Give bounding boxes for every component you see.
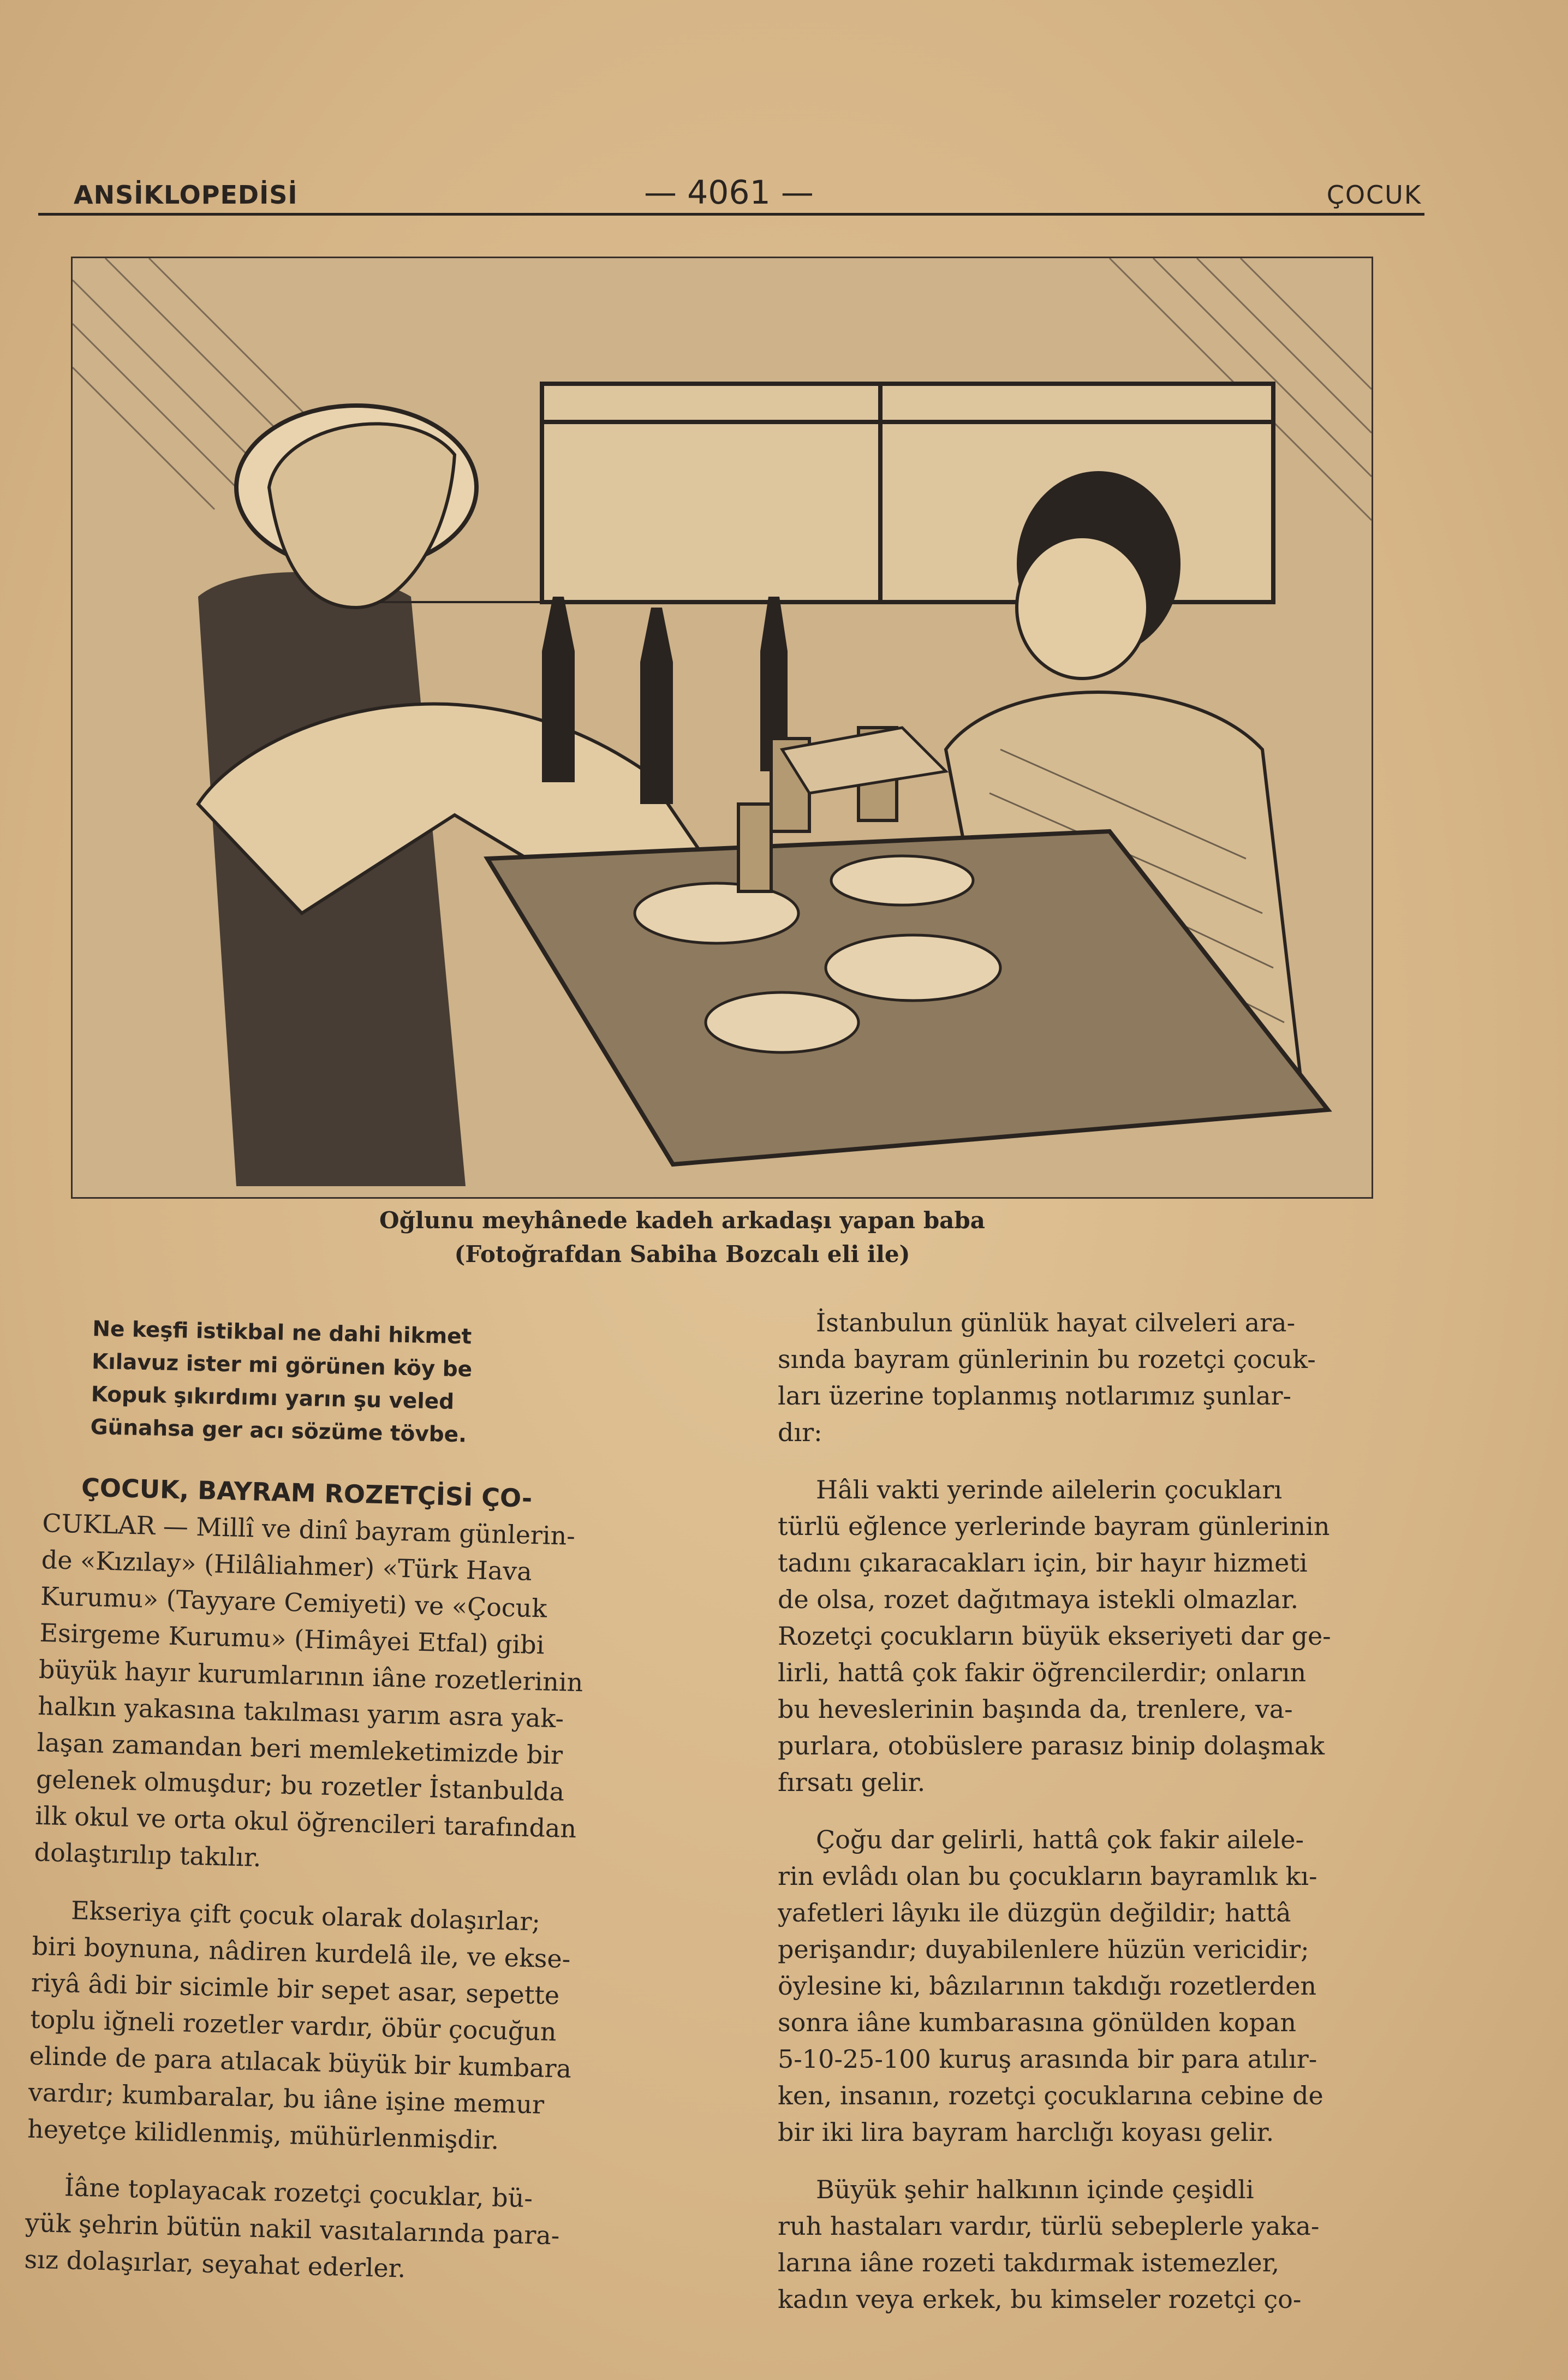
- page-number: — 4061 —: [644, 174, 814, 212]
- tavern-illustration: [73, 258, 1372, 1197]
- right-column: [778, 1305, 1433, 2339]
- paragraph: [24, 2168, 693, 2294]
- text-line: halkın yakasına takılması yarım asra yak-: [37, 1691, 564, 1734]
- left-column: [23, 1468, 710, 2314]
- text-line: türlü eğlence yerlerinde bayram günlerinin: [778, 1512, 1330, 1541]
- text-line: ilk okul ve orta okul öğrencileri tarafından: [34, 1800, 577, 1844]
- text-line: Ekseriya çift çocuk olarak dolaşırlar;: [70, 1895, 541, 1937]
- text-line: biri boynuna, nâdiren kurdelâ ile, ve ekse-: [31, 1931, 571, 1974]
- text-line: kadın veya erkek, bu kimseler rozetçi ço-: [778, 2284, 1302, 2314]
- poem-line: Günahsa ger acı sözüme tövbe.: [90, 1414, 467, 1448]
- text-line: İâne toplayacak rozetçi çocuklar, bü-: [64, 2172, 533, 2214]
- text-line: vardır; kumbaralar, bu iâne işine memur: [28, 2077, 545, 2120]
- text-line: Rozetçi çocukların büyük ekseriyeti dar ge-: [778, 1621, 1331, 1651]
- running-head: [74, 174, 1422, 212]
- text-line: de olsa, rozet dağıtmaya istekli olmazlar.: [778, 1585, 1299, 1614]
- text-line: Hâli vakti yerinde ailelerin çocukları: [816, 1475, 1283, 1504]
- text-line: büyük hayır kurumlarının iâne rozetlerinin: [38, 1654, 583, 1698]
- caption-line-2: (Fotoğrafdan Sabiha Bozcalı eli ile): [454, 1241, 910, 1268]
- text-line: perişandır; duyabilenlere hüzün vericidir;: [778, 1935, 1309, 1964]
- text-line: de «Kızılay» (Hilâliahmer) «Türk Hava: [41, 1544, 533, 1586]
- text-line: ları üzerine toplanmış notlarımız şunlar-: [778, 1381, 1292, 1411]
- text-line: ken, insanın, rozetçi çocuklarına cebine de: [778, 2081, 1323, 2110]
- poem-line: Kılavuz ister mi görünen köy be: [91, 1349, 473, 1382]
- text-line: bir iki lira bayram harclığı koyası gelir.: [778, 2117, 1274, 2147]
- caption-line-1: Oğlunu meyhânede kadeh arkadaşı yapan baba: [379, 1207, 985, 1234]
- paragraph: [778, 2171, 1433, 2318]
- text-line: sız dolaşırlar, seyahat ederler.: [23, 2244, 406, 2283]
- text-line: Çoğu dar gelirli, hattâ çok fakir ailele-: [816, 1825, 1304, 1854]
- text-line: yafetleri lâyıkı ile düzgün değildir; hattâ: [778, 1898, 1291, 1927]
- header-left: ANSİKLOPEDİSİ: [74, 180, 298, 210]
- text-line: lirli, hattâ çok fakir öğrencilerdir; onların: [778, 1658, 1307, 1687]
- entry-heading-line: ÇOCUK, BAYRAM ROZETÇİSİ ÇO-: [81, 1472, 533, 1513]
- text-line: Büyük şehir halkının içinde çeşidli: [816, 2175, 1254, 2204]
- text-line: gelenek olmuşdur; bu rozetler İstanbulda: [35, 1764, 565, 1807]
- paragraph: [778, 1472, 1433, 1801]
- text-line: riyâ âdi bir sicimle bir sepet asar, sepette: [31, 1967, 560, 2010]
- header-rule: [38, 213, 1424, 216]
- figure-caption: [164, 1204, 1201, 1271]
- header-right: ÇOCUK: [1326, 180, 1422, 210]
- paragraph: [778, 1305, 1433, 1451]
- poem-line: Ne keşfi istikbal ne dahi hikmet: [92, 1316, 472, 1349]
- poem: [90, 1313, 584, 1454]
- paragraph: [27, 1891, 699, 2164]
- text-line: bu heveslerinin başında da, trenlere, va-: [778, 1694, 1293, 1724]
- entry-paragraph: [34, 1468, 710, 1887]
- text-line: rin evlâdı olan bu çocukların bayramlık kı-: [778, 1861, 1317, 1891]
- text-line: ruh hastaları vardır, türlü sebeplerle yaka-: [778, 2211, 1320, 2241]
- text-line: sında bayram günlerinin bu rozetçi çocuk-: [778, 1344, 1316, 1374]
- text-line: toplu iğneli rozetler vardır, öbür çocuğun: [29, 2004, 557, 2047]
- text-line: 5-10-25-100 kuruş arasında bir para atılır-: [778, 2044, 1317, 2074]
- text-line: fırsatı gelir.: [778, 1768, 926, 1797]
- text-line: purlara, otobüslere parasız binip dolaşmak: [778, 1731, 1325, 1760]
- text-line: larına iâne rozeti takdırmak istemezler,: [778, 2248, 1280, 2277]
- illustration: [71, 257, 1373, 1199]
- paragraph: [778, 1822, 1433, 2151]
- text-line: dır:: [778, 1418, 822, 1447]
- poem-line: Kopuk şıkırdımı yarın şu veled: [91, 1382, 455, 1414]
- text-line: heyetçe kilidlenmiş, mühürlenmişdir.: [27, 2114, 499, 2155]
- text-line: CUKLAR — Millî ve dinî bayram günlerin-: [41, 1508, 576, 1551]
- text-line: sonra iâne kumbarasına gönülden kopan: [778, 2008, 1297, 2037]
- text-line: laşan zamandan beri memleketimizde bir: [37, 1727, 563, 1770]
- text-line: tadını çıkaracakları için, bir hayır hizmeti: [778, 1548, 1308, 1578]
- text-line: öylesine ki, bâzılarının takdığı rozetlerden: [778, 1971, 1317, 2001]
- text-line: Kurumu» (Tayyare Cemiyeti) ve «Çocuk: [40, 1581, 547, 1623]
- text-line: Esirgeme Kurumu» (Himâyei Etfal) gibi: [39, 1617, 545, 1660]
- text-line: yük şehrin bütün nakil vasıtalarında para-: [25, 2208, 560, 2251]
- text-line: dolaştırılıp takılır.: [34, 1837, 262, 1872]
- text-line: elinde de para atılacak büyük bir kumbara: [29, 2040, 572, 2084]
- text-line: İstanbulun günlük hayat cilveleri ara-: [816, 1308, 1296, 1337]
